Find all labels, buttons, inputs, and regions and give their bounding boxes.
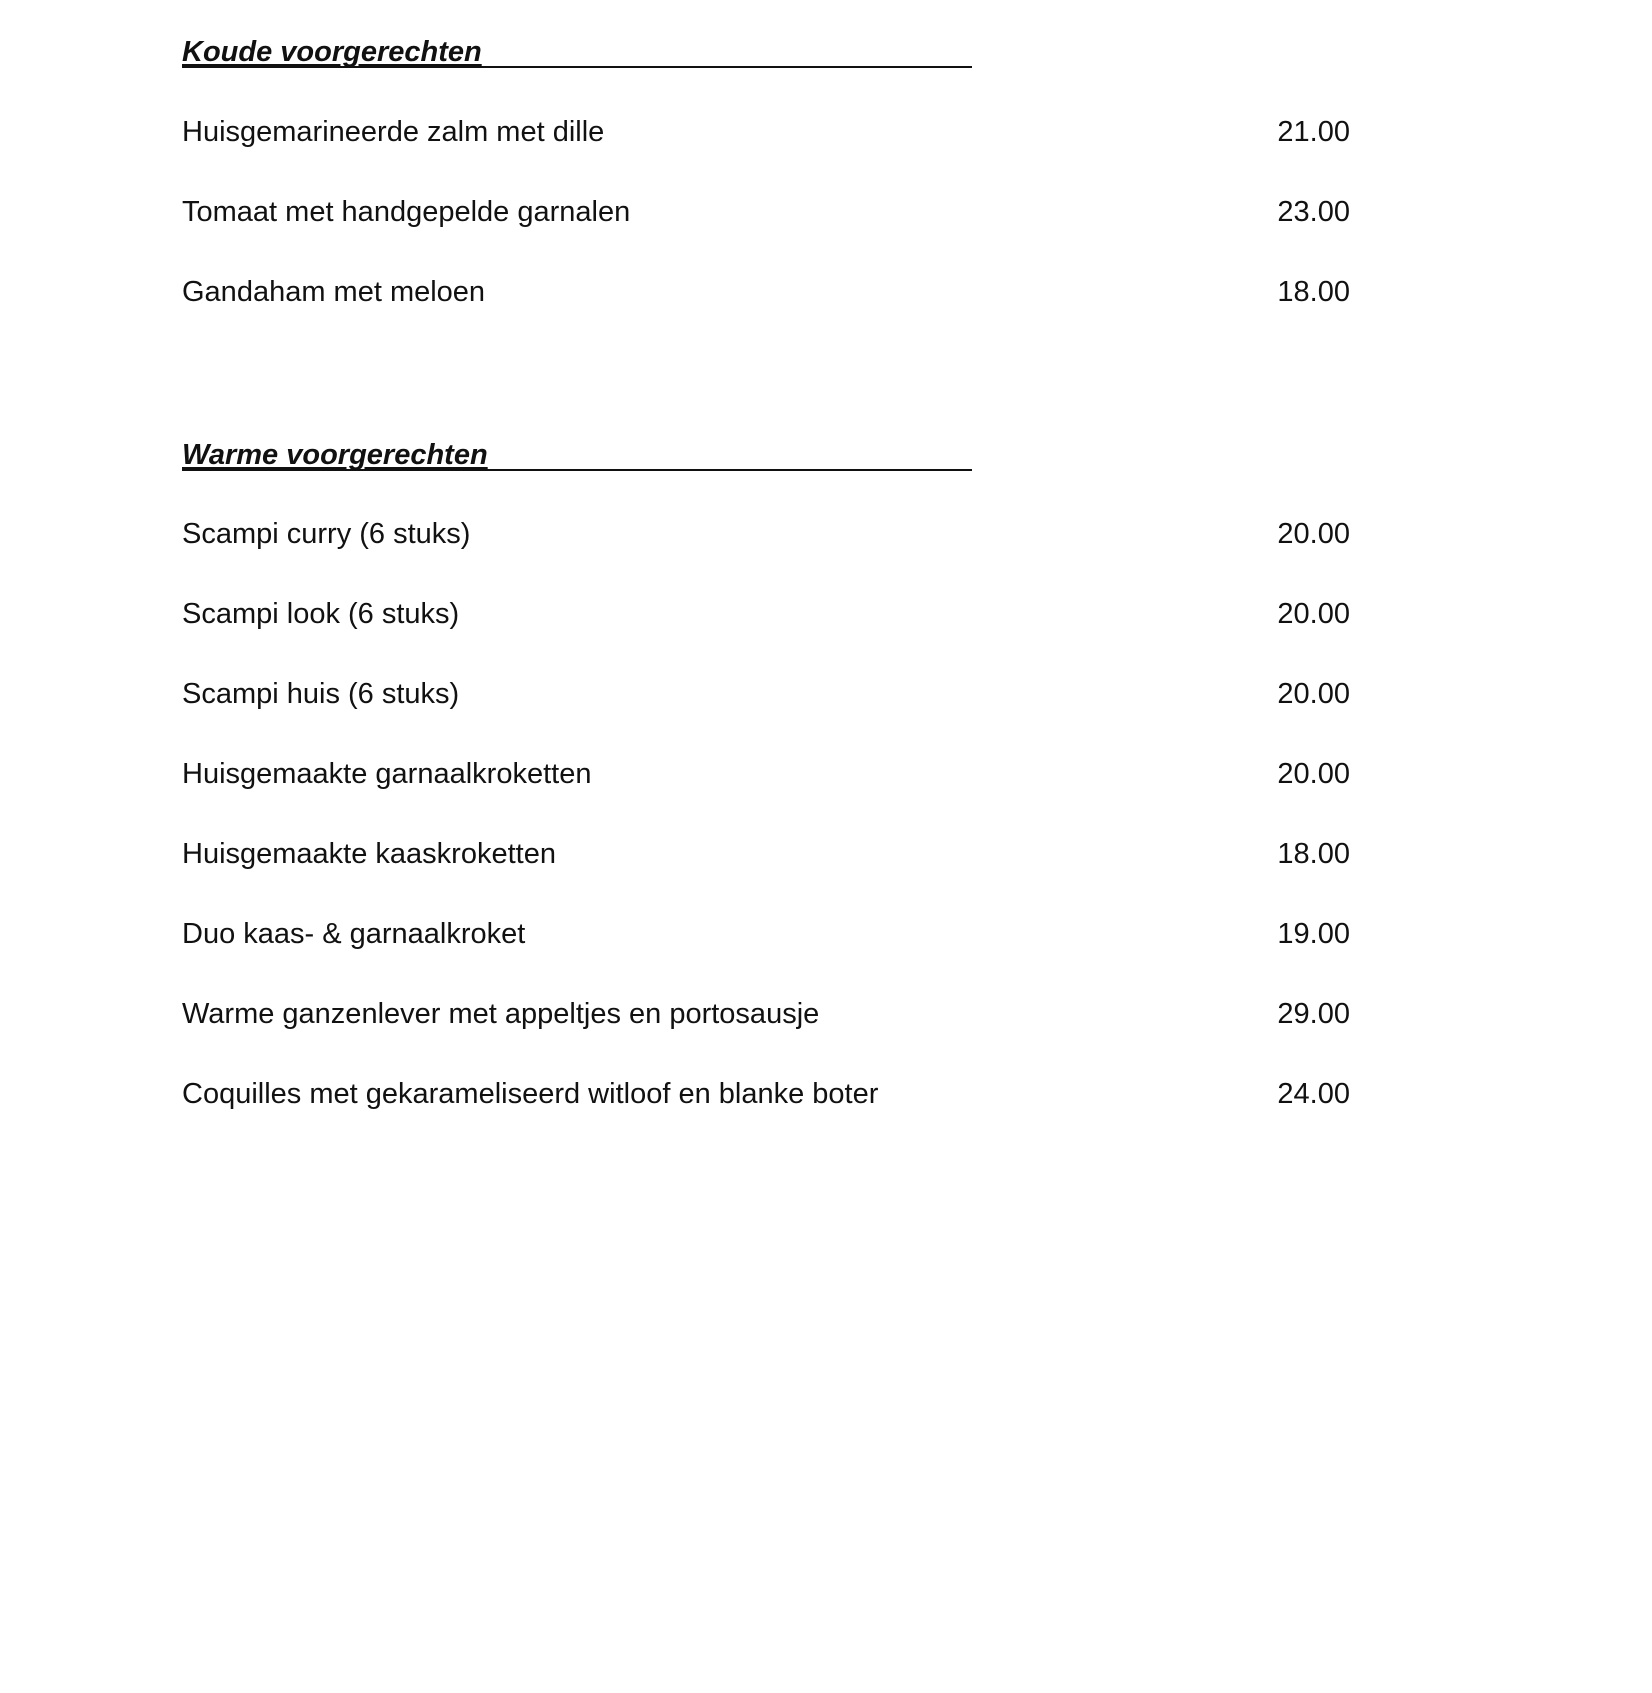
item-price: 20.00 — [1277, 598, 1350, 630]
item-price: 23.00 — [1277, 196, 1350, 228]
item-price: 20.00 — [1277, 518, 1350, 550]
item-price: 21.00 — [1277, 116, 1350, 148]
menu-item — [182, 994, 1350, 1034]
menu-item — [182, 112, 1350, 152]
item-price: 18.00 — [1277, 276, 1350, 308]
item-name: Huisgemaakte garnaalkroketten — [182, 758, 592, 790]
menu-item — [182, 192, 1350, 232]
menu-item — [182, 1074, 1350, 1114]
item-name: Scampi huis (6 stuks) — [182, 678, 460, 710]
item-name: Tomaat met handgepelde garnalen — [182, 196, 631, 228]
menu-item — [182, 754, 1350, 794]
menu-item — [182, 834, 1350, 874]
item-price: 29.00 — [1277, 998, 1350, 1030]
menu-item — [182, 514, 1350, 554]
item-name: Warme ganzenlever met appeltjes en portosausje — [182, 998, 820, 1030]
item-price: 24.00 — [1277, 1078, 1350, 1110]
item-name: Coquilles met gekarameliseerd witloof en blanke boter — [182, 1078, 879, 1110]
item-name: Scampi curry (6 stuks) — [182, 518, 471, 550]
item-name: Scampi look (6 stuks) — [182, 598, 460, 630]
item-price: 20.00 — [1277, 758, 1350, 790]
item-price: 20.00 — [1277, 678, 1350, 710]
item-name: Huisgemarineerde zalm met dille — [182, 116, 605, 148]
menu-item — [182, 914, 1350, 954]
menu-item — [182, 594, 1350, 634]
section-title: Warme voorgerechten — [182, 439, 488, 471]
item-name: Huisgemaakte kaaskroketten — [182, 838, 556, 870]
menu-item — [182, 674, 1350, 714]
item-price: 19.00 — [1277, 918, 1350, 950]
item-price: 18.00 — [1277, 838, 1350, 870]
menu-item — [182, 272, 1350, 312]
item-name: Gandaham met meloen — [182, 276, 486, 308]
item-name: Duo kaas- & garnaalkroket — [182, 918, 526, 950]
section-heading-warme — [182, 427, 972, 471]
section-title: Koude voorgerechten — [182, 36, 482, 68]
section-heading-koude — [182, 24, 972, 68]
